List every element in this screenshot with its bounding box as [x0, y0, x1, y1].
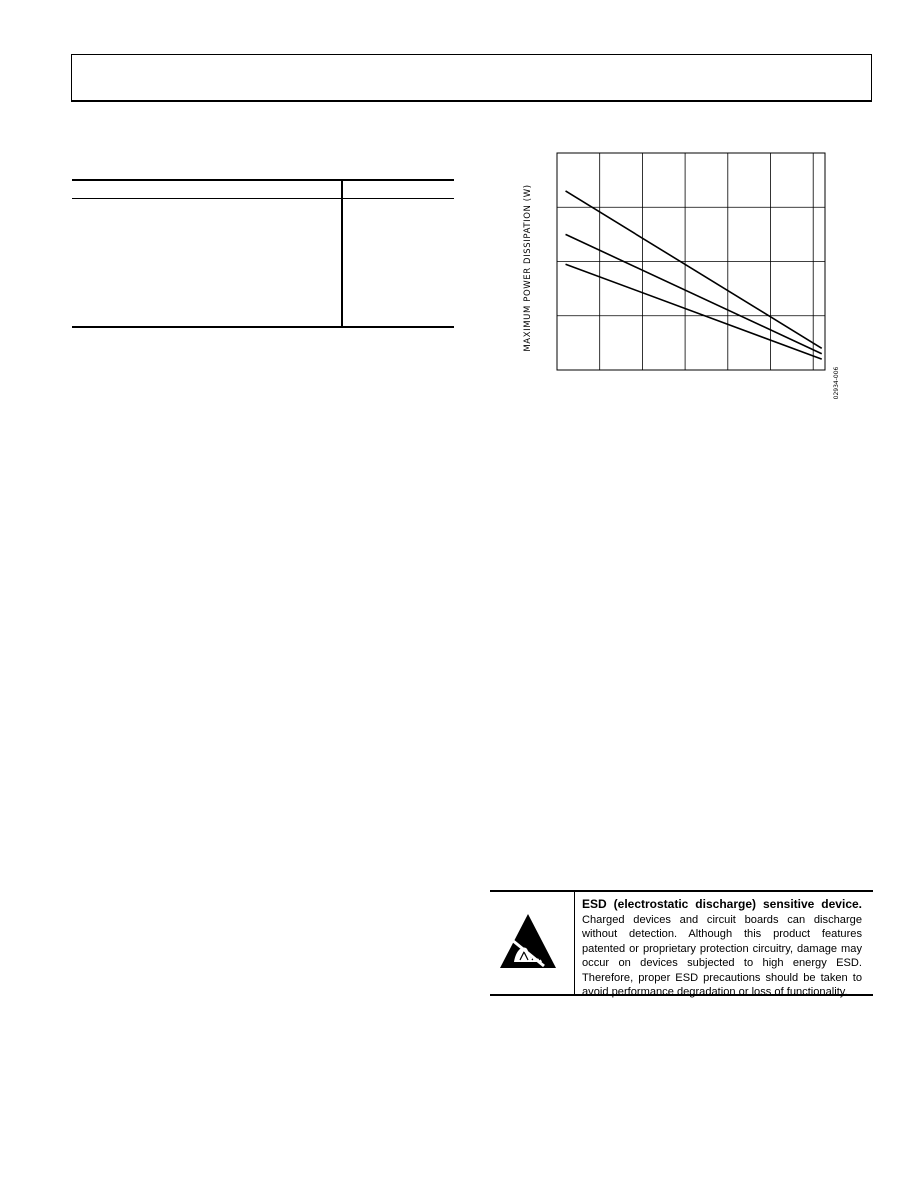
esd-divider [574, 892, 575, 994]
table-header-rule [72, 198, 454, 199]
esd-text [582, 897, 862, 1000]
figure-code: 02934-006 [833, 366, 840, 400]
thermal-resistance-table [72, 179, 454, 328]
power-derating-chart [515, 148, 845, 408]
chart-series [566, 191, 822, 359]
esd-title: ESD (electrostatic discharge) sensitive device. [582, 897, 862, 911]
series-line-1 [566, 191, 822, 348]
esd-body: Charged devices and circuit boards can discharge without detection. Although this product features patented or proprietary protection circuitry, damage may occur on devices subjected to high energy ESD. Therefore, proper ESD precautions should be taken to avoid performance degradation or loss of functionality. [582, 913, 862, 998]
series-line-3 [566, 264, 822, 359]
esd-warning-icon [498, 910, 558, 972]
esd-notice [490, 890, 873, 996]
y-axis-label: MAXIMUM POWER DISSIPATION (W) [523, 184, 533, 352]
page-header-box [71, 54, 872, 102]
chart-grid [557, 153, 825, 370]
series-line-2 [566, 234, 822, 353]
table-column-divider [341, 181, 343, 326]
